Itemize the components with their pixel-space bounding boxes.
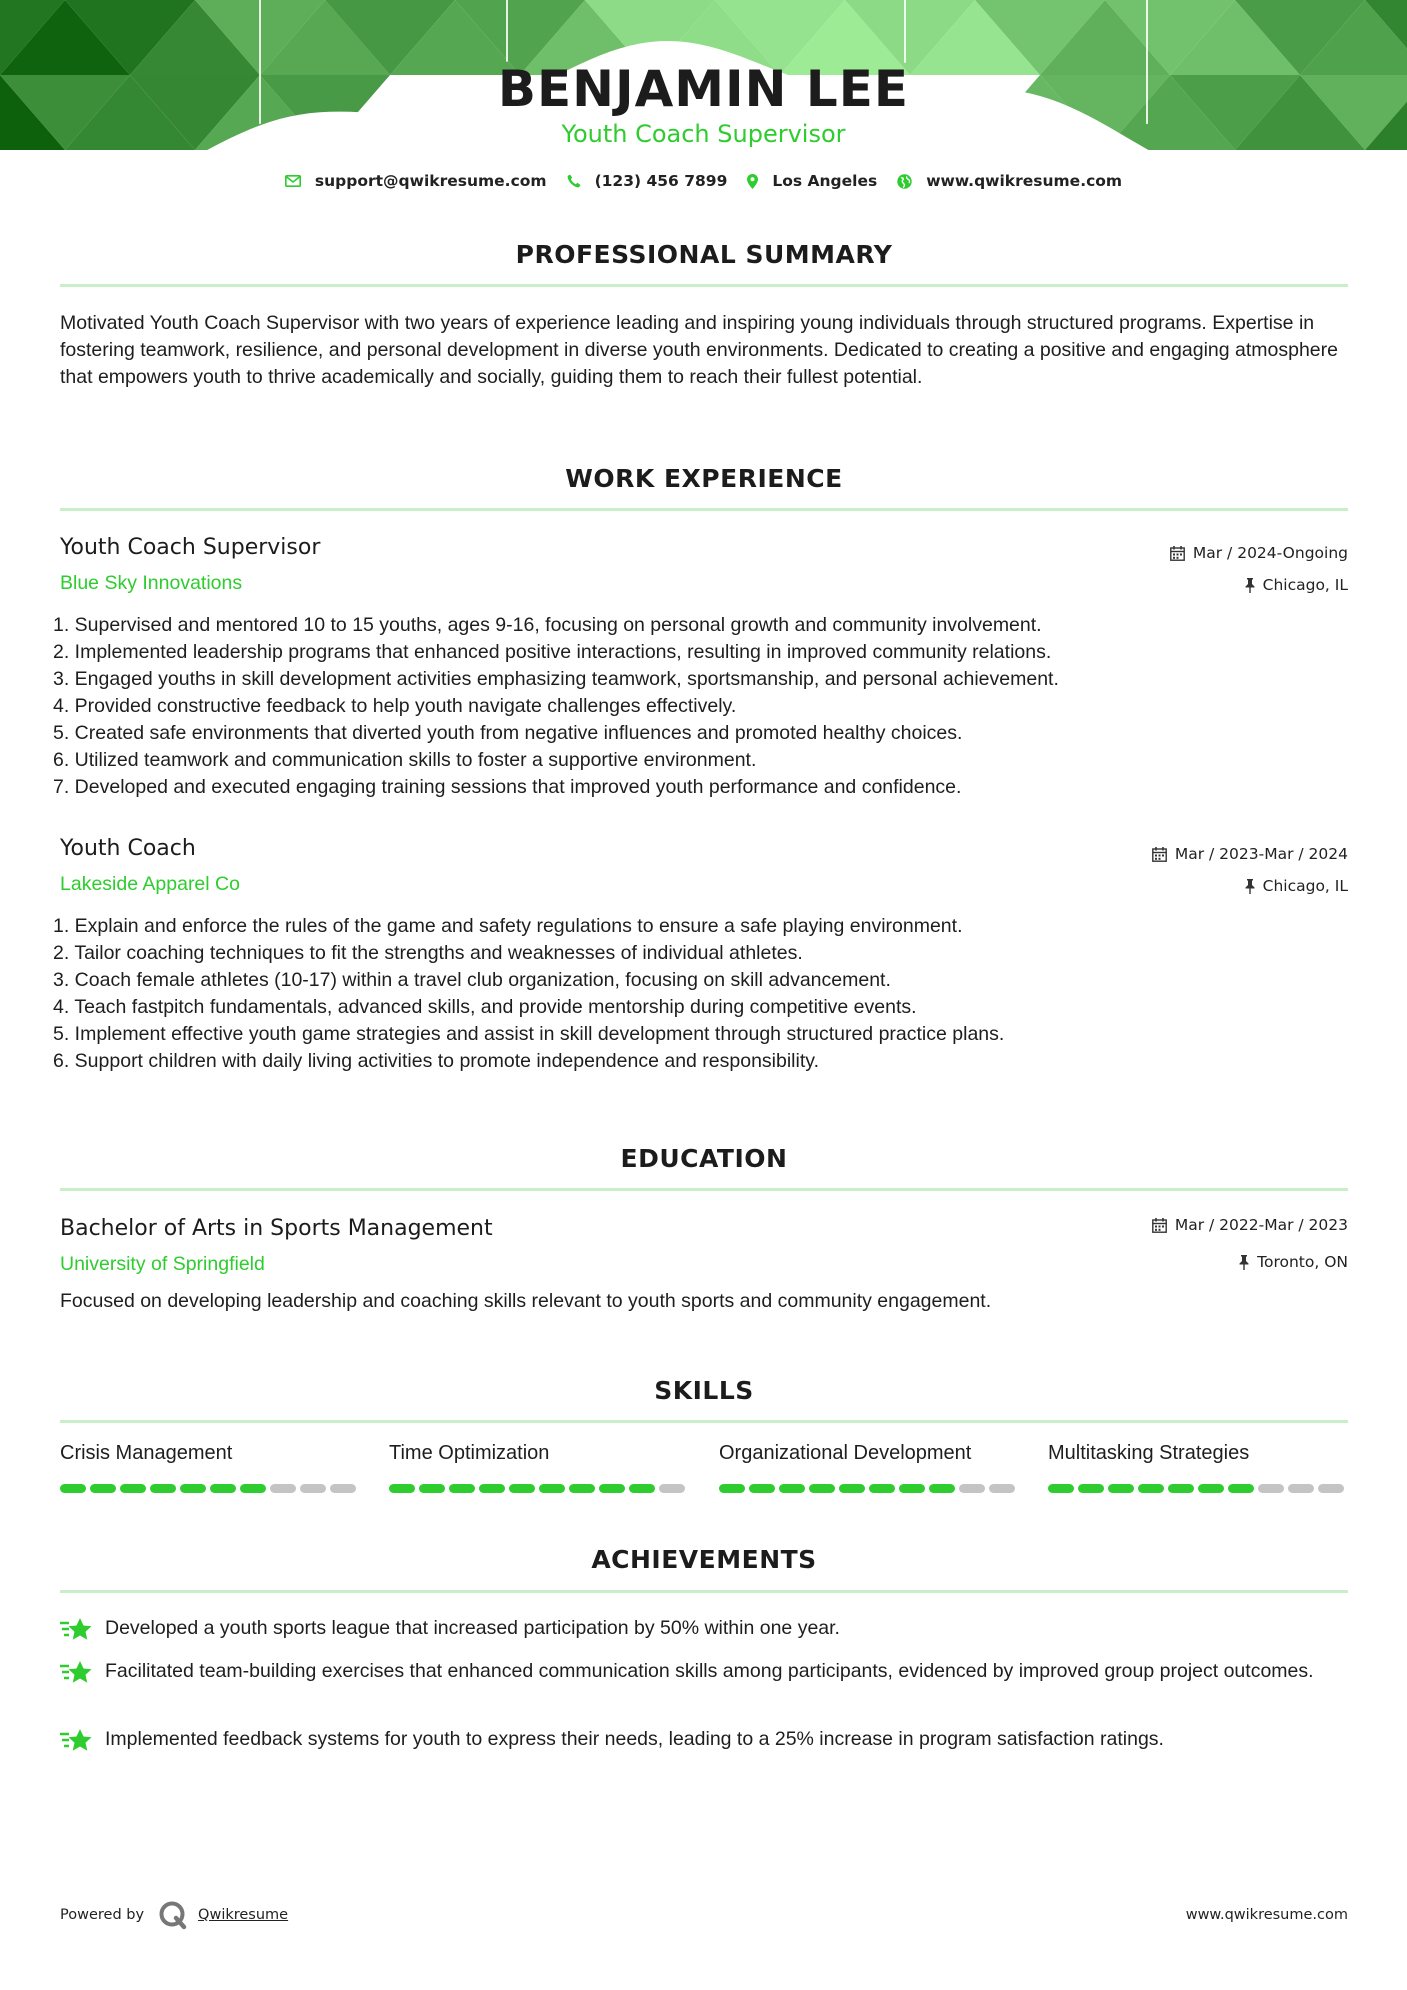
job-2-bullets bbox=[53, 913, 1353, 1075]
skill-segment-empty bbox=[959, 1484, 985, 1493]
skill-segment-filled bbox=[240, 1484, 266, 1493]
summary-text: Motivated Youth Coach Supervisor with two years of experience leading and inspiring young individuals through structured programs. Expertise in fostering teamwork, resilience, and personal development in diverse youth environments. Dedicated to creating a positive and engaging atmosphere that empowers youth to thrive academically and socially, guiding them to reach their fullest potential. bbox=[60, 312, 1338, 388]
footer bbox=[60, 1900, 1348, 1930]
skill-segment-empty bbox=[659, 1484, 685, 1493]
skill-segment-filled bbox=[539, 1484, 565, 1493]
skill-segment-filled bbox=[449, 1484, 475, 1493]
skill-segment-filled bbox=[1168, 1484, 1194, 1493]
contact-website[interactable] bbox=[897, 172, 1122, 190]
skill-segment-filled bbox=[60, 1484, 86, 1493]
skill-segment-filled bbox=[869, 1484, 895, 1493]
education-school: University of Springfield bbox=[60, 1253, 265, 1275]
pushpin-icon bbox=[1245, 879, 1255, 894]
contact-email-text: support@qwikresume.com bbox=[314, 172, 547, 190]
skill-label: Multitasking Strategies bbox=[1048, 1442, 1250, 1464]
list-item: 5. Created safe environments that diverted youth from negative influences and promoted healthy choices. bbox=[53, 722, 963, 744]
skill-level-bar bbox=[389, 1484, 689, 1493]
skill-segment-filled bbox=[809, 1484, 835, 1493]
star-achievement-icon bbox=[60, 1728, 94, 1754]
skill-segment-filled bbox=[210, 1484, 236, 1493]
skills-heading: SKILLS bbox=[654, 1376, 754, 1405]
summary-heading: PROFESSIONAL SUMMARY bbox=[515, 240, 893, 269]
job-1-dates-text: Mar / 2024-Ongoing bbox=[1192, 544, 1348, 562]
skill-segment-filled bbox=[1138, 1484, 1164, 1493]
list-item: 6. Utilized teamwork and communication skills to foster a supportive environment. bbox=[53, 749, 757, 771]
contact-location bbox=[747, 172, 877, 190]
skill-segment-filled bbox=[479, 1484, 505, 1493]
skill-segment-empty bbox=[989, 1484, 1015, 1493]
education-dates bbox=[1152, 1216, 1348, 1234]
skill-segment-filled bbox=[419, 1484, 445, 1493]
job-1-location-text: Chicago, IL bbox=[1262, 576, 1348, 594]
phone-icon bbox=[567, 174, 581, 188]
calendar-icon bbox=[1152, 847, 1167, 862]
skill-segment-filled bbox=[90, 1484, 116, 1493]
achievements-divider bbox=[60, 1590, 1348, 1593]
skill-crisis-management bbox=[60, 1442, 360, 1493]
star-achievement-icon bbox=[60, 1617, 94, 1643]
list-item: 7. Developed and executed engaging training sessions that improved youth performance and confidence. bbox=[53, 776, 962, 798]
powered-by bbox=[60, 1900, 288, 1930]
education-divider bbox=[60, 1188, 1348, 1191]
star-achievement-icon bbox=[60, 1660, 94, 1686]
skill-segment-empty bbox=[300, 1484, 326, 1493]
achievement-text: Implemented feedback systems for youth to express their needs, leading to a 25% increase in program satisfaction ratings. bbox=[105, 1728, 1164, 1750]
globe-icon bbox=[897, 174, 912, 189]
achievement-item bbox=[60, 1658, 1350, 1691]
map-marker-icon bbox=[747, 174, 758, 189]
skill-time-optimization bbox=[389, 1442, 689, 1493]
footer-website[interactable]: www.qwikresume.com bbox=[1185, 1907, 1348, 1923]
job-2-company: Lakeside Apparel Co bbox=[60, 873, 240, 895]
job-2-dates bbox=[1152, 845, 1348, 863]
achievement-text: Developed a youth sports league that increased participation by 50% within one year. bbox=[105, 1617, 840, 1639]
skill-segment-filled bbox=[389, 1484, 415, 1493]
candidate-title: Youth Coach Supervisor bbox=[561, 120, 846, 148]
pushpin-icon bbox=[1239, 1255, 1249, 1270]
list-item: 3. Engaged youths in skill development activities emphasizing teamwork, sportsmanship, and personal achievement. bbox=[53, 668, 1059, 690]
contact-website-text: www.qwikresume.com bbox=[926, 172, 1123, 190]
list-item: 4. Teach fastpitch fundamentals, advanced skills, and provide mentorship during competitive events. bbox=[53, 996, 917, 1018]
job-2-title: Youth Coach bbox=[60, 836, 196, 861]
skill-segment-filled bbox=[839, 1484, 865, 1493]
list-item: 1. Explain and enforce the rules of the game and safety regulations to ensure a safe playing environment. bbox=[53, 915, 963, 937]
envelope-icon bbox=[285, 175, 301, 187]
list-item: 5. Implement effective youth game strategies and assist in skill development through structured practice plans. bbox=[53, 1023, 1005, 1045]
skill-segment-filled bbox=[180, 1484, 206, 1493]
skill-segment-filled bbox=[509, 1484, 535, 1493]
achievement-item bbox=[60, 1726, 1350, 1759]
job-2-location-text: Chicago, IL bbox=[1262, 877, 1348, 895]
contact-email[interactable] bbox=[285, 172, 547, 190]
skill-level-bar bbox=[60, 1484, 360, 1493]
skills-divider bbox=[60, 1420, 1348, 1423]
achievements-heading: ACHIEVEMENTS bbox=[591, 1545, 817, 1574]
skill-segment-filled bbox=[1198, 1484, 1224, 1493]
skill-segment-filled bbox=[1228, 1484, 1254, 1493]
skill-segment-filled bbox=[120, 1484, 146, 1493]
calendar-icon bbox=[1170, 546, 1185, 561]
skill-segment-filled bbox=[779, 1484, 805, 1493]
skill-segment-filled bbox=[599, 1484, 625, 1493]
job-1-dates bbox=[1170, 544, 1348, 562]
skill-level-bar bbox=[719, 1484, 1019, 1493]
skill-multitasking-strategies bbox=[1048, 1442, 1348, 1493]
experience-heading: WORK EXPERIENCE bbox=[565, 464, 843, 493]
skill-segment-filled bbox=[569, 1484, 595, 1493]
list-item: 4. Provided constructive feedback to help youth navigate challenges effectively. bbox=[53, 695, 737, 717]
job-2-location bbox=[1245, 877, 1348, 895]
skill-segment-filled bbox=[629, 1484, 655, 1493]
skill-organizational-development bbox=[719, 1442, 1019, 1493]
summary-divider bbox=[60, 284, 1348, 287]
job-2-dates-text: Mar / 2023-Mar / 2024 bbox=[1174, 845, 1348, 863]
job-1-title: Youth Coach Supervisor bbox=[60, 535, 321, 560]
education-location bbox=[1239, 1253, 1348, 1271]
skill-segment-filled bbox=[150, 1484, 176, 1493]
contact-phone-text: (123) 456 7899 bbox=[594, 172, 728, 190]
powered-by-label: Powered by bbox=[60, 1907, 145, 1923]
skill-segment-filled bbox=[749, 1484, 775, 1493]
skill-segment-filled bbox=[1108, 1484, 1134, 1493]
calendar-icon bbox=[1152, 1218, 1167, 1233]
contact-phone[interactable] bbox=[567, 172, 728, 190]
skill-segment-filled bbox=[899, 1484, 925, 1493]
list-item: 3. Coach female athletes (10-17) within a travel club organization, focusing on skill advancement. bbox=[53, 969, 891, 991]
skill-segment-empty bbox=[270, 1484, 296, 1493]
qwikresume-link[interactable]: Qwikresume bbox=[198, 1907, 289, 1923]
contact-location-text: Los Angeles bbox=[772, 172, 878, 190]
job-1-company: Blue Sky Innovations bbox=[60, 572, 243, 594]
education-heading: EDUCATION bbox=[620, 1144, 788, 1173]
education-dates-text: Mar / 2022-Mar / 2023 bbox=[1174, 1216, 1348, 1234]
education-description: Focused on developing leadership and coaching skills relevant to youth sports and community engagement. bbox=[60, 1290, 992, 1312]
skill-label: Crisis Management bbox=[60, 1442, 233, 1464]
skill-label: Time Optimization bbox=[389, 1442, 550, 1464]
skill-label: Organizational Development bbox=[719, 1442, 972, 1464]
skill-segment-empty bbox=[1288, 1484, 1314, 1493]
list-item: 2. Implemented leadership programs that enhanced positive interactions, resulting in improved community relations. bbox=[53, 641, 1052, 663]
education-location-text: Toronto, ON bbox=[1257, 1253, 1348, 1271]
skill-segment-empty bbox=[330, 1484, 356, 1493]
candidate-name: BENJAMIN LEE bbox=[497, 60, 910, 118]
education-degree: Bachelor of Arts in Sports Management bbox=[60, 1216, 493, 1241]
qwikresume-logo-icon bbox=[158, 1900, 188, 1930]
list-item: 2. Tailor coaching techniques to fit the strengths and weaknesses of individual athletes. bbox=[53, 942, 803, 964]
list-item: 1. Supervised and mentored 10 to 15 youths, ages 9-16, focusing on personal growth and community involvement. bbox=[53, 614, 1042, 636]
achievement-text: Facilitated team-building exercises that enhanced communication skills among participants, evidenced by improved group project outcomes. bbox=[105, 1660, 1314, 1682]
job-1-location bbox=[1245, 576, 1348, 594]
pushpin-icon bbox=[1245, 578, 1255, 593]
contact-bar bbox=[0, 172, 1407, 190]
experience-divider bbox=[60, 508, 1348, 511]
list-item: 6. Support children with daily living activities to promote independence and responsibility. bbox=[53, 1050, 819, 1072]
skill-segment-filled bbox=[1078, 1484, 1104, 1493]
job-1-bullets bbox=[53, 612, 1353, 801]
skill-level-bar bbox=[1048, 1484, 1348, 1493]
achievement-item bbox=[60, 1615, 1350, 1648]
skill-segment-filled bbox=[929, 1484, 955, 1493]
skill-segment-filled bbox=[1048, 1484, 1074, 1493]
skill-segment-empty bbox=[1258, 1484, 1284, 1493]
skill-segment-empty bbox=[1318, 1484, 1344, 1493]
skill-segment-filled bbox=[719, 1484, 745, 1493]
